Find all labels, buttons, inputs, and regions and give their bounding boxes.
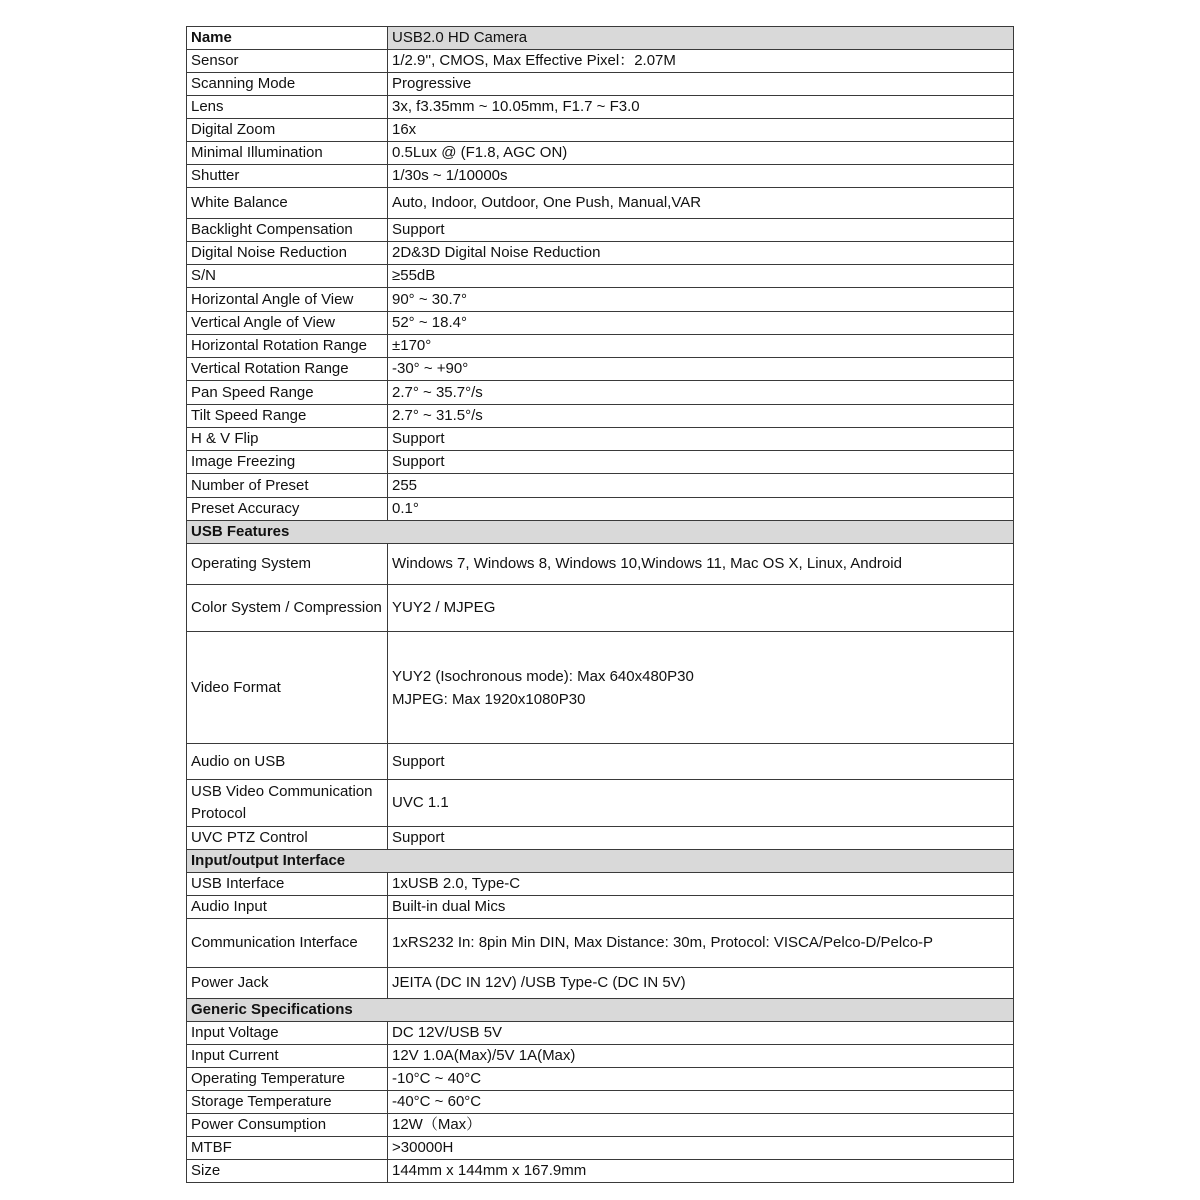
spec-value: -10°C ~ 40°C (388, 1068, 1014, 1091)
table-row (187, 242, 1014, 265)
spec-value: 2.7° ~ 35.7°/s (388, 381, 1014, 405)
section-header-generic-specs (187, 999, 1014, 1022)
spec-value: 12W（Max） (388, 1114, 1014, 1137)
spec-value: ≥55dB (388, 265, 1014, 288)
table-row (187, 428, 1014, 451)
table-row (187, 119, 1014, 142)
spec-label: Input Current (187, 1045, 388, 1068)
spec-label: UVC PTZ Control (187, 827, 388, 850)
spec-value: 52° ~ 18.4° (388, 312, 1014, 335)
table-row (187, 1068, 1014, 1091)
spec-label: S/N (187, 265, 388, 288)
spec-value: 12V 1.0A(Max)/5V 1A(Max) (388, 1045, 1014, 1068)
spec-value: -30° ~ +90° (388, 358, 1014, 381)
spec-value: YUY2 / MJPEG (388, 585, 1014, 632)
spec-label: Video Format (187, 632, 388, 744)
spec-label: Horizontal Rotation Range (187, 335, 388, 358)
spec-value: 3x, f3.35mm ~ 10.05mm, F1.7 ~ F3.0 (388, 96, 1014, 119)
spec-label: Vertical Rotation Range (187, 358, 388, 381)
section-title: Generic Specifications (187, 999, 1014, 1022)
spec-value: DC 12V/USB 5V (388, 1022, 1014, 1045)
spec-table (186, 26, 1014, 1183)
spec-value: Support (388, 827, 1014, 850)
spec-label: Power Consumption (187, 1114, 388, 1137)
spec-label: Horizontal Angle of View (187, 288, 388, 312)
spec-value: Support (388, 428, 1014, 451)
section-header-io-interface (187, 850, 1014, 873)
spec-label: Name (187, 27, 388, 50)
table-row (187, 1091, 1014, 1114)
table-row (187, 1137, 1014, 1160)
spec-label: Audio on USB (187, 744, 388, 780)
table-row (187, 96, 1014, 119)
spec-label: Pan Speed Range (187, 381, 388, 405)
table-row (187, 405, 1014, 428)
table-row (187, 968, 1014, 999)
spec-label: Input Voltage (187, 1022, 388, 1045)
spec-value-line: YUY2 (Isochronous mode): Max 640x480P30 (392, 667, 694, 685)
spec-label: USB Video Communication Protocol (187, 780, 388, 827)
spec-value: >30000H (388, 1137, 1014, 1160)
table-row (187, 1160, 1014, 1183)
spec-value: 1xUSB 2.0, Type-C (388, 873, 1014, 896)
spec-value: Support (388, 744, 1014, 780)
table-row (187, 288, 1014, 312)
spec-value: 2D&3D Digital Noise Reduction (388, 242, 1014, 265)
table-row (187, 219, 1014, 242)
table-row (187, 632, 1014, 744)
table-row (187, 73, 1014, 96)
section-title: USB Features (187, 521, 1014, 544)
spec-label: White Balance (187, 188, 388, 219)
spec-value: 0.1° (388, 498, 1014, 521)
table-row (187, 142, 1014, 165)
table-row (187, 896, 1014, 919)
table-row (187, 165, 1014, 188)
spec-value-line: MJPEG: Max 1920x1080P30 (392, 690, 586, 708)
spec-label: Number of Preset (187, 474, 388, 498)
table-row (187, 50, 1014, 73)
spec-value: Windows 7, Windows 8, Windows 10,Windows 11, Mac OS X, Linux, Android (388, 544, 1014, 585)
spec-label: Sensor (187, 50, 388, 73)
spec-label: USB Interface (187, 873, 388, 896)
spec-label: Operating Temperature (187, 1068, 388, 1091)
spec-value: 16x (388, 119, 1014, 142)
spec-value: Progressive (388, 73, 1014, 96)
spec-value: 0.5Lux @ (F1.8, AGC ON) (388, 142, 1014, 165)
section-title: Input/output Interface (187, 850, 1014, 873)
spec-label: Preset Accuracy (187, 498, 388, 521)
spec-label: Digital Zoom (187, 119, 388, 142)
table-row (187, 780, 1014, 827)
table-row (187, 1045, 1014, 1068)
spec-label: Shutter (187, 165, 388, 188)
spec-value: 255 (388, 474, 1014, 498)
section-header-usb-features (187, 521, 1014, 544)
table-row (187, 265, 1014, 288)
spec-label: Scanning Mode (187, 73, 388, 96)
table-row (187, 1114, 1014, 1137)
spec-label: Lens (187, 96, 388, 119)
table-row (187, 873, 1014, 896)
table-row-name (187, 27, 1014, 50)
spec-label: Color System / Compression (187, 585, 388, 632)
spec-label: Communication Interface (187, 919, 388, 968)
spec-value: 1xRS232 In: 8pin Min DIN, Max Distance: 30m, Protocol: VISCA/Pelco-D/Pelco-P (388, 919, 1014, 968)
spec-value: Support (388, 451, 1014, 474)
table-row (187, 381, 1014, 405)
table-row (187, 312, 1014, 335)
table-row (187, 188, 1014, 219)
spec-label: Backlight Compensation (187, 219, 388, 242)
spec-label: Size (187, 1160, 388, 1183)
table-row (187, 335, 1014, 358)
spec-value: -40°C ~ 60°C (388, 1091, 1014, 1114)
spec-value: Auto, Indoor, Outdoor, One Push, Manual,VAR (388, 188, 1014, 219)
spec-label: Digital Noise Reduction (187, 242, 388, 265)
spec-label: Operating System (187, 544, 388, 585)
table-row (187, 544, 1014, 585)
spec-value: JEITA (DC IN 12V) /USB Type-C (DC IN 5V) (388, 968, 1014, 999)
table-row (187, 498, 1014, 521)
spec-value: 1/30s ~ 1/10000s (388, 165, 1014, 188)
spec-label: Minimal Illumination (187, 142, 388, 165)
spec-value: Built-in dual Mics (388, 896, 1014, 919)
spec-value-multiline (388, 632, 1014, 744)
table-row (187, 451, 1014, 474)
table-row (187, 744, 1014, 780)
spec-label: H & V Flip (187, 428, 388, 451)
spec-value: ±170° (388, 335, 1014, 358)
spec-value: 2.7° ~ 31.5°/s (388, 405, 1014, 428)
spec-value: 1/2.9'', CMOS, Max Effective Pixel：2.07M (388, 50, 1014, 73)
spec-label: Tilt Speed Range (187, 405, 388, 428)
spec-label: Storage Temperature (187, 1091, 388, 1114)
spec-value: 144mm x 144mm x 167.9mm (388, 1160, 1014, 1183)
table-row (187, 474, 1014, 498)
table-row (187, 827, 1014, 850)
spec-label: Image Freezing (187, 451, 388, 474)
table-row (187, 358, 1014, 381)
table-row (187, 919, 1014, 968)
spec-value: 90° ~ 30.7° (388, 288, 1014, 312)
spec-value: USB2.0 HD Camera (388, 27, 1014, 50)
spec-value: Support (388, 219, 1014, 242)
spec-value: UVC 1.1 (388, 780, 1014, 827)
spec-label: Power Jack (187, 968, 388, 999)
spec-label: Audio Input (187, 896, 388, 919)
table-row (187, 1022, 1014, 1045)
spec-label: MTBF (187, 1137, 388, 1160)
table-row (187, 585, 1014, 632)
spec-label: Vertical Angle of View (187, 312, 388, 335)
